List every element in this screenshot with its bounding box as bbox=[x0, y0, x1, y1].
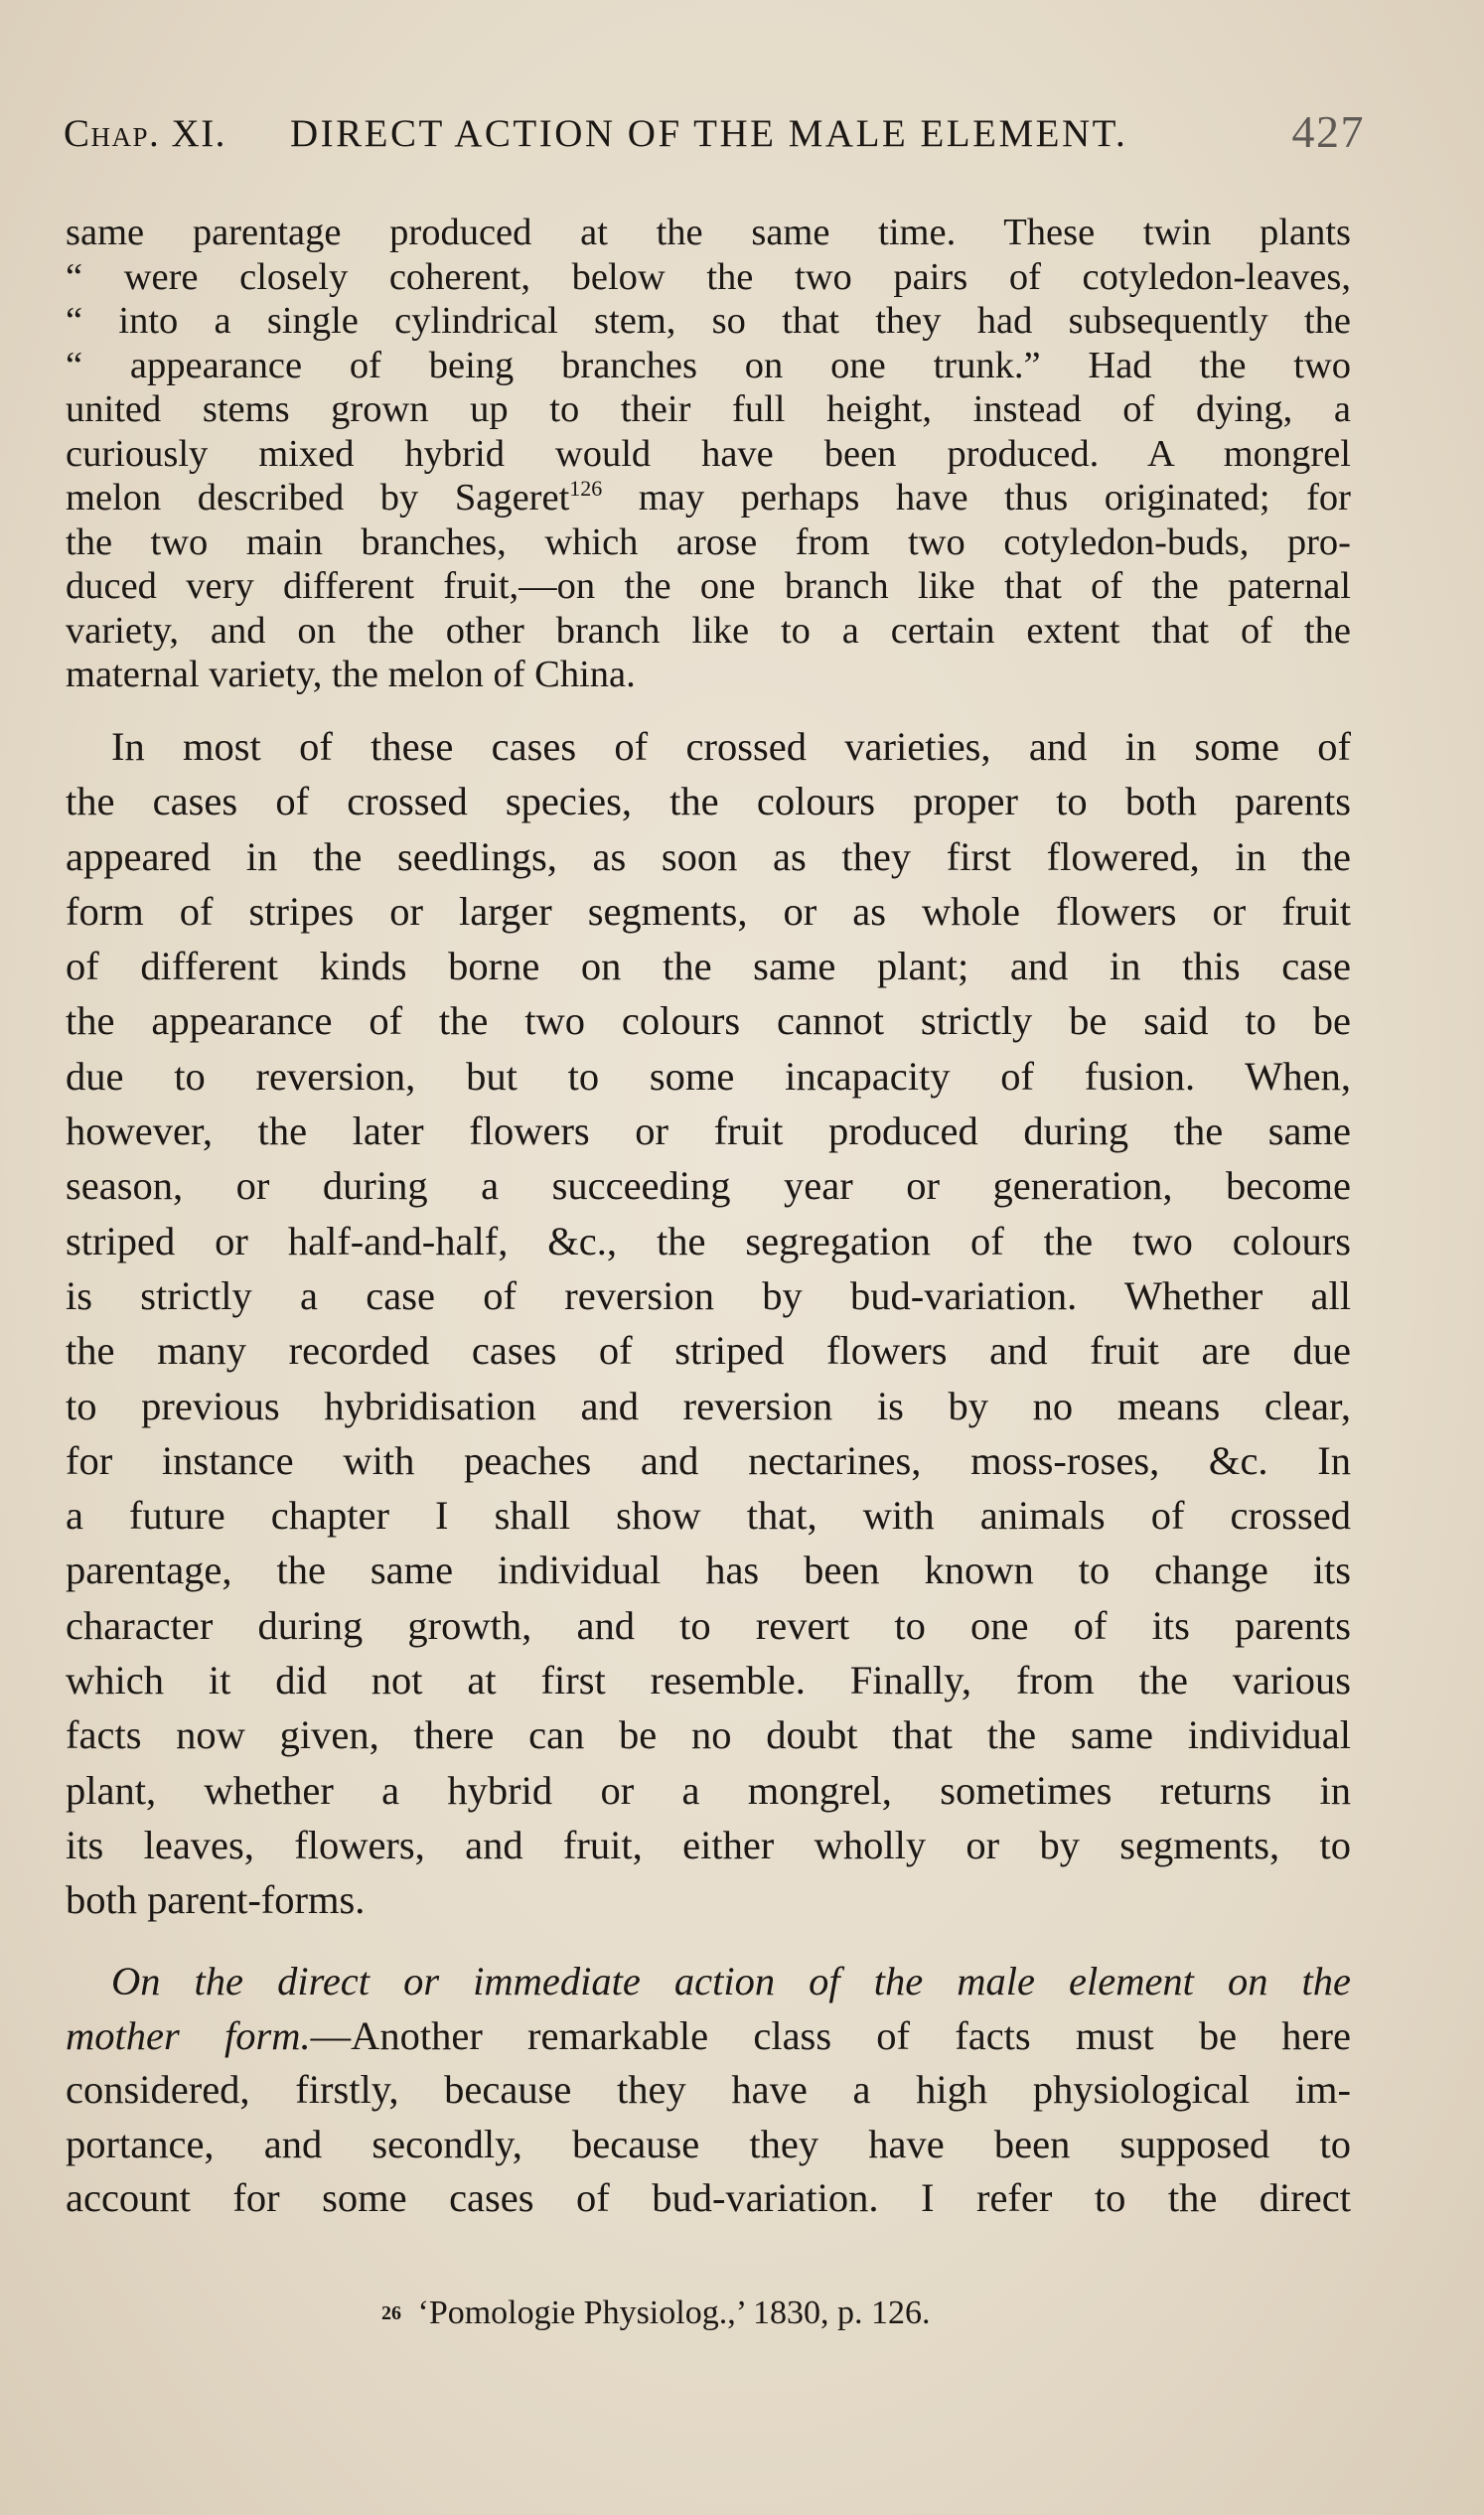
section-heading-italic: mother form. bbox=[66, 2012, 311, 2058]
text-line: the appearance of the two colours cannot strictly be said to be bbox=[66, 998, 1351, 1044]
text-line: is strictly a case of reversion by bud-variation. Whether all bbox=[66, 1272, 1351, 1318]
text-line: form of stripes or larger segments, or as whole flowers or fruit bbox=[66, 888, 1351, 934]
text-line: for instance with peaches and nectarines, moss-roses, &c. In bbox=[66, 1437, 1351, 1483]
text-line: variety, and on the other branch like to a certain extent that of the bbox=[66, 609, 1351, 652]
text-line: “ into a single cylindrical stem, so that they had subsequently the bbox=[66, 300, 1351, 342]
text-line: season, or during a succeeding year or generation, become bbox=[66, 1163, 1351, 1209]
text-fragment: melon described by Sageret bbox=[66, 477, 570, 518]
text-line-with-italic-heading bbox=[66, 2009, 1351, 2064]
section-heading-italic: On the direct or immediate action of the male element on the bbox=[111, 1959, 1351, 2003]
text-line: account for some cases of bud-variation. I refer to the direct bbox=[66, 2175, 1351, 2220]
text-line: appeared in the seedlings, as soon as they first flowered, in the bbox=[66, 833, 1351, 879]
text-line: In most of these cases of crossed varieties, and in some of bbox=[111, 724, 1351, 769]
text-line: parentage, the same individual has been known to change its bbox=[66, 1548, 1351, 1593]
text-line: however, the later flowers or fruit produced during the same bbox=[66, 1109, 1351, 1154]
text-line: its leaves, flowers, and fruit, either wholly or by segments, to bbox=[66, 1822, 1351, 1867]
running-title: DIRECT ACTION OF THE MALE ELEMENT. bbox=[290, 112, 1128, 155]
chapter-label: Chap. XI. bbox=[64, 112, 226, 155]
text-line: united stems grown up to their full height, instead of dying, a bbox=[66, 388, 1351, 430]
text-line: due to reversion, but to some incapacity of fusion. When, bbox=[66, 1053, 1351, 1099]
text-line: plant, whether a hybrid or a mongrel, sometimes returns in bbox=[66, 1767, 1351, 1813]
paragraph-continuation bbox=[66, 211, 1351, 697]
text-line: same parentage produced at the same time. These twin plants bbox=[66, 212, 1351, 253]
text-line: of different kinds borne on the same plant; and in this case bbox=[66, 944, 1351, 989]
text-line: striped or half-and-half, &c., the segregation of the two colours bbox=[66, 1218, 1351, 1263]
text-line: a future chapter I shall show that, with animals of crossed bbox=[66, 1493, 1351, 1539]
text-fragment: may perhaps have thus originated; for bbox=[602, 477, 1351, 518]
text-line: duced very different fruit,—on the one branch like that of the paternal bbox=[66, 565, 1351, 607]
text-line: curiously mixed hybrid would have been produced. A mongrel bbox=[66, 432, 1351, 475]
text-line: the cases of crossed species, the colours proper to both parents bbox=[66, 779, 1351, 824]
text-line-with-footnote-ref bbox=[66, 476, 1351, 520]
text-line: both parent-forms. bbox=[66, 1877, 366, 1923]
text-line: the two main branches, which arose from two cotyledon-buds, pro- bbox=[66, 520, 1351, 563]
text-line: the many recorded cases of striped flowers and fruit are due bbox=[66, 1328, 1351, 1374]
footnote-text: ‘Pomologie Physiolog.,’ 1830, p. 126. bbox=[417, 2294, 931, 2331]
text-fragment: —Another remarkable class of facts must be here bbox=[310, 2012, 1351, 2058]
page-number: 427 bbox=[1291, 106, 1365, 157]
text-line: character during growth, and to revert to one of its parents bbox=[66, 1602, 1351, 1648]
paragraph-crossed-varieties bbox=[66, 719, 1351, 1928]
text-line: portance, and secondly, because they have been supposed to bbox=[66, 2121, 1351, 2166]
running-header bbox=[64, 106, 1365, 171]
footnote bbox=[381, 2294, 931, 2332]
paragraph-male-element bbox=[66, 1955, 1351, 2226]
text-line: considered, firstly, because they have a high physiological im- bbox=[66, 2067, 1351, 2112]
text-line: facts now given, there can be no doubt that the same individual bbox=[66, 1712, 1351, 1758]
footnote-number: 26 bbox=[381, 2302, 401, 2324]
text-line: to previous hybridisation and reversion is by no means clear, bbox=[66, 1383, 1351, 1428]
text-line: “ were closely coherent, below the two pairs of cotyledon-leaves, bbox=[66, 255, 1351, 298]
text-line: which it did not at first resemble. Finally, from the various bbox=[66, 1658, 1351, 1703]
text-line: “ appearance of being branches on one trunk.” Had the two bbox=[66, 344, 1351, 386]
footnote-reference: 126 bbox=[569, 476, 603, 501]
text-line: maternal variety, the melon of China. bbox=[66, 654, 636, 695]
